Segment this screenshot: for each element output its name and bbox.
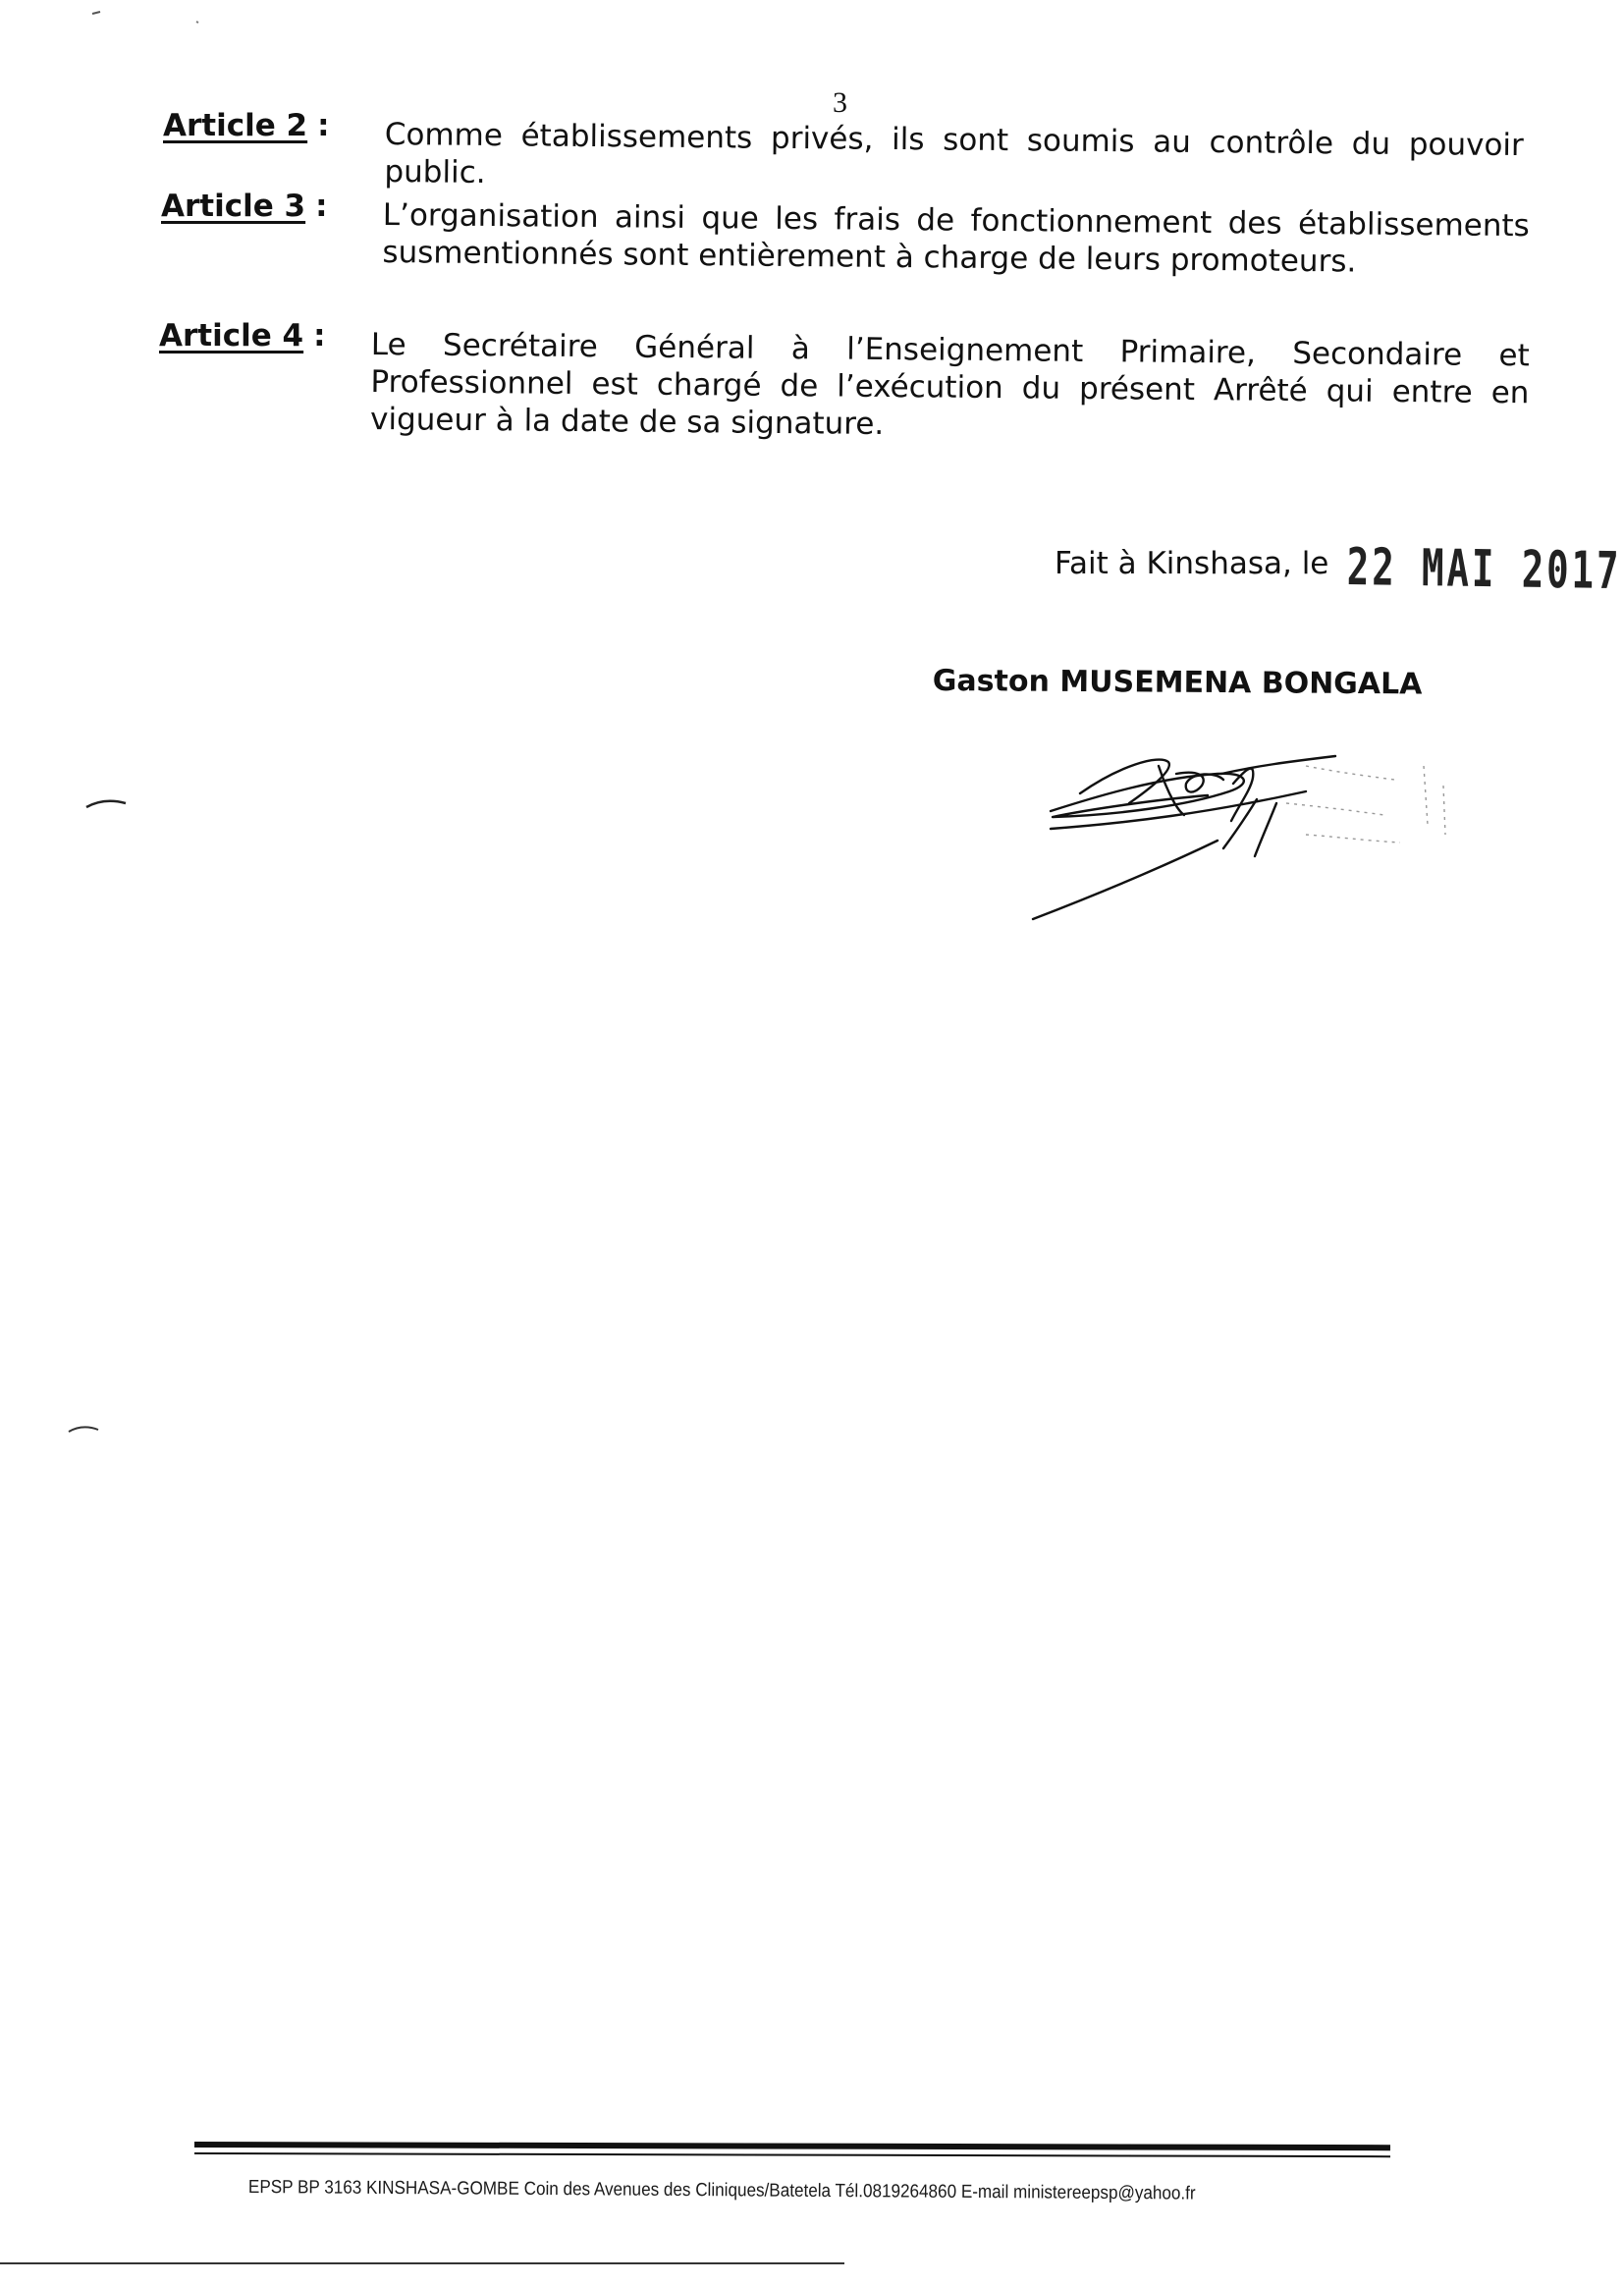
scan-mark-top-left [86, 2, 224, 31]
article-text: Comme établissements privés, ils sont soumis au contrôle du pouvoir public. [384, 116, 1524, 190]
handwritten-signature [1011, 727, 1483, 923]
article-label: Article 2 : [163, 108, 330, 143]
footer-rule-thin [194, 2152, 1390, 2157]
article-label: Article 3 : [161, 189, 328, 224]
signatory-name: Gaston MUSEMENA BONGALA [932, 664, 1423, 702]
hole-punch-mark-lower [65, 1420, 104, 1440]
date-stamp: 22 MAI 2017 [1346, 538, 1622, 602]
article-text: Le Secrétaire Général à l’Enseignement Primaire, Secondaire et Professionnel est chargé de l’exécution du présent Arrêté qui entre en vigueur à la date de sa signature. [369, 326, 1530, 443]
footer-address: EPSP BP 3163 KINSHASA-GOMBE Coin des Avenues des Cliniques/Batetela Tél.0819264860 E-mail ministereepsp@yahoo.fr [247, 2177, 1196, 2204]
article-label: Article 4 : [159, 318, 326, 353]
footer-rule [194, 2142, 1390, 2150]
scan-edge-line [0, 2262, 844, 2264]
place-line: Fait à Kinshasa, le [1055, 546, 1329, 581]
article-text: L’organisation ainsi que les frais de fonctionnement des établissements susmentionnés sont entièrement à charge de leurs promoteurs. [382, 196, 1530, 280]
page-number: 3 [833, 86, 847, 119]
hole-punch-mark-upper [82, 793, 132, 813]
